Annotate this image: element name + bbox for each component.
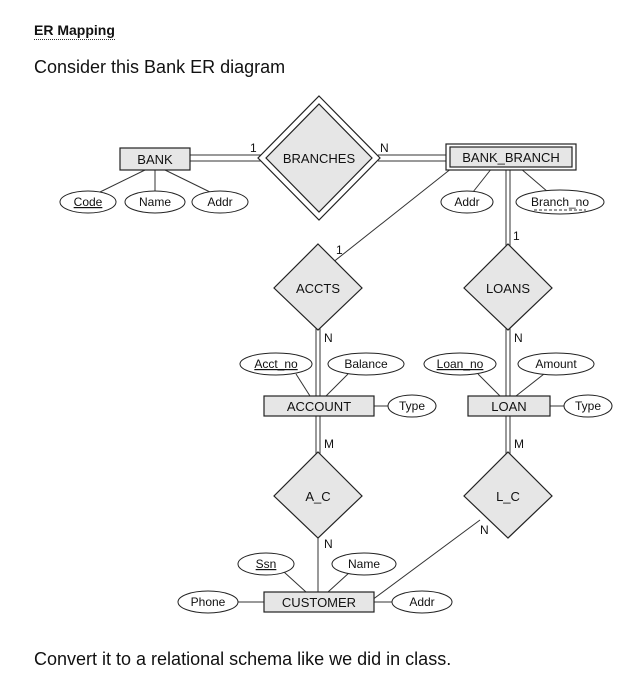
attribute-loan-type [564, 395, 612, 417]
line-branch-addr [473, 168, 492, 192]
relationship-l-c [464, 452, 552, 538]
entity-loan-label: LOAN [491, 399, 527, 414]
relationship-branches-label: BRANCHES [282, 151, 356, 166]
attribute-account-type [388, 395, 436, 417]
entity-customer [264, 592, 374, 612]
attribute-bank-name-label: Name [138, 195, 172, 209]
attribute-ssn-label: Ssn [255, 557, 277, 571]
entity-customer-label: CUSTOMER [281, 595, 357, 610]
attribute-branch-no [516, 190, 604, 214]
line-balance [326, 374, 348, 396]
attribute-phone [178, 591, 238, 613]
attribute-loan-no [424, 353, 496, 375]
attribute-branch-addr [441, 191, 493, 213]
attribute-bank-code [60, 191, 116, 213]
attribute-bank-addr [192, 191, 248, 213]
relationship-branches [258, 96, 380, 220]
relationship-accts [274, 244, 362, 330]
relationship-a-c-label: A_C [305, 489, 331, 504]
attribute-branch-no-label: Branch_no [530, 195, 590, 209]
cardinality-accts-account: N [324, 331, 333, 345]
relationship-loans [464, 244, 552, 330]
attribute-amount-label: Amount [535, 357, 577, 371]
attribute-customer-name [332, 553, 396, 575]
attribute-account-type-label: Type [398, 399, 426, 413]
cardinality-ac-customer: N [324, 537, 333, 551]
entity-bank-branch [446, 144, 576, 170]
diagram-lines [98, 155, 566, 602]
relationship-a-c [274, 452, 362, 538]
attribute-bank-name [125, 191, 185, 213]
attribute-customer-name-label: Name [347, 557, 381, 571]
entity-bank [120, 148, 190, 170]
attribute-amount [518, 353, 594, 375]
cardinality-branch-accts: 1 [336, 243, 343, 257]
intro-text: Consider this Bank ER diagram [34, 57, 286, 77]
entity-account-label: ACCOUNT [286, 399, 352, 414]
task-instruction: Convert it to a relational schema like we did in class. [34, 649, 452, 669]
cardinality-bank-branches: 1 [250, 141, 257, 155]
cardinality-account-ac: M [324, 437, 334, 451]
relationship-loans-label: LOANS [485, 281, 531, 296]
cardinality-loans-loan: N [514, 331, 523, 345]
cardinality-lc-customer: N [480, 523, 489, 537]
line-branch-no [520, 168, 548, 192]
entity-loan [468, 396, 550, 416]
attribute-loan-type-label: Type [574, 399, 602, 413]
cardinality-branches-branch: N [380, 141, 389, 155]
line-acct-no [296, 374, 310, 396]
line-bank-addr [165, 170, 212, 193]
entity-account [264, 396, 374, 416]
cardinality-loan-lc: M [514, 437, 524, 451]
attribute-customer-addr-label: Addr [409, 595, 435, 609]
attribute-ssn [238, 553, 294, 575]
attribute-loan-no-label: Loan_no [436, 357, 484, 371]
attribute-bank-code-label: Code [73, 195, 103, 209]
attribute-phone-label: Phone [190, 595, 226, 609]
entity-bank-label: BANK [137, 152, 173, 167]
attribute-branch-addr-label: Addr [454, 195, 480, 209]
attribute-customer-addr [392, 591, 452, 613]
attribute-balance [328, 353, 404, 375]
line-ssn [284, 572, 306, 592]
relationship-l-c-label: L_C [496, 489, 520, 504]
attribute-balance-label: Balance [344, 357, 388, 371]
line-customer-name [328, 572, 350, 592]
relationship-accts-label: ACCTS [295, 281, 341, 296]
section-heading: ER Mapping [34, 22, 115, 38]
line-loan-no [478, 374, 500, 396]
attribute-acct-no-label: Acct_no [254, 357, 298, 371]
entity-bank-branch-label: BANK_BRANCH [462, 150, 560, 165]
line-bank-code [98, 170, 145, 193]
line-amount [516, 374, 544, 396]
attribute-bank-addr-label: Addr [207, 195, 233, 209]
cardinality-branch-loans: 1 [513, 229, 520, 243]
attribute-acct-no [240, 353, 312, 375]
